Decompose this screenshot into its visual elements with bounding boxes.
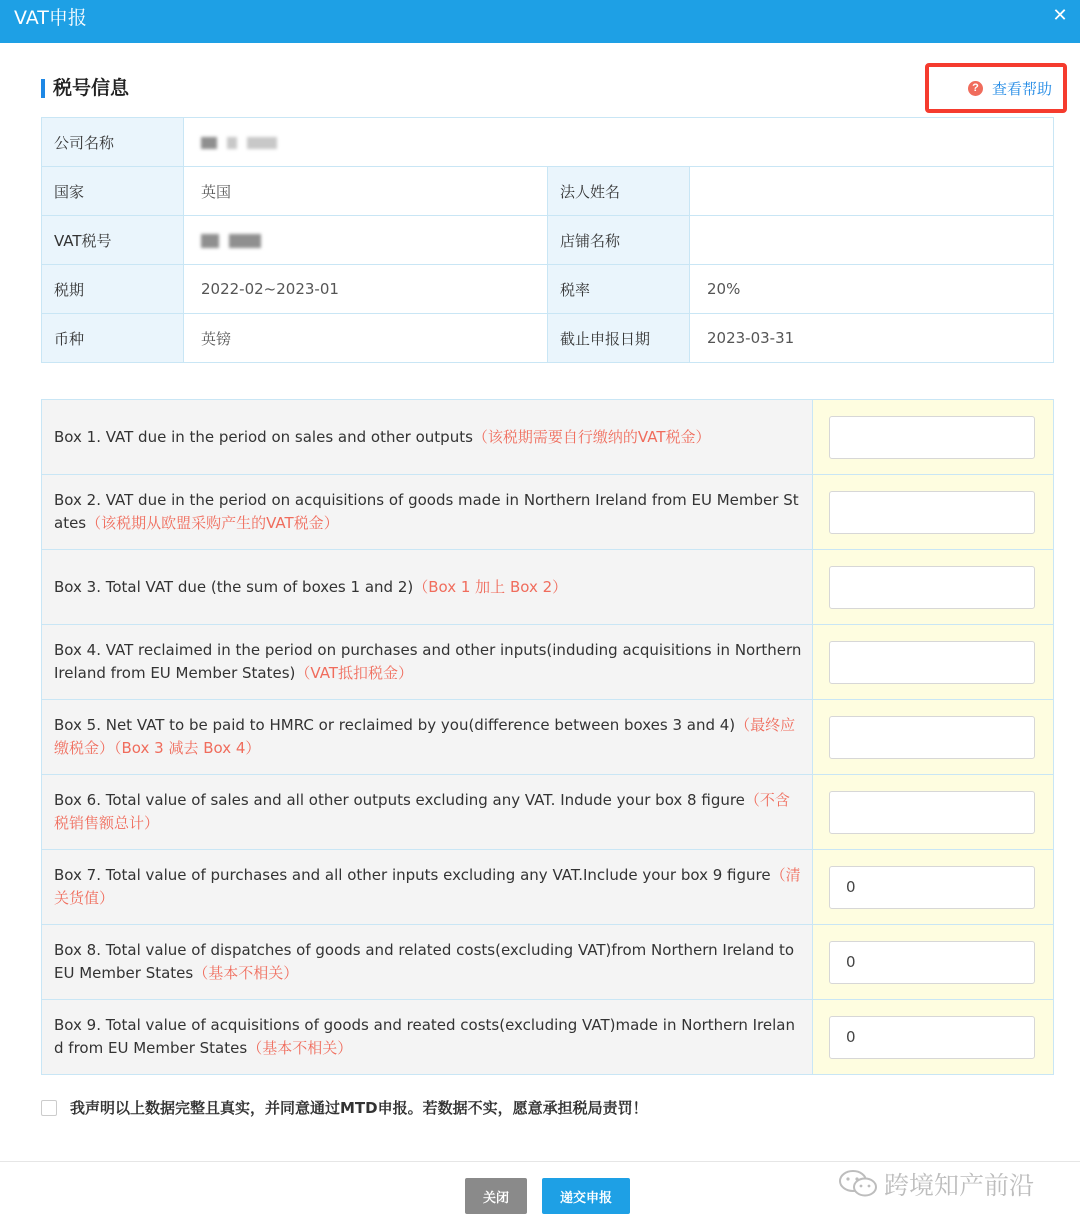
box-value-input[interactable]	[829, 566, 1035, 609]
question-icon: ?	[968, 81, 983, 96]
tax-rate-label: 税率	[548, 265, 690, 314]
tax-period-label: 税期	[42, 265, 184, 314]
info-row-currency	[42, 314, 1054, 363]
box-description	[42, 550, 813, 625]
box-text: Box 6. Total value of sales and all other outputs excluding any VAT. Indude your box 8 figure	[54, 791, 745, 809]
watermark	[838, 1166, 1034, 1202]
box-row	[42, 625, 1054, 700]
box-row	[42, 400, 1054, 475]
box-description	[42, 925, 813, 1000]
box-input-cell	[813, 625, 1054, 700]
tax-period-value: 2022-02~2023-01	[184, 265, 548, 314]
box-description	[42, 850, 813, 925]
help-link-label: 查看帮助	[992, 79, 1053, 98]
watermark-text: 跨境知产前沿	[884, 1171, 1035, 1200]
box-note: （Box 1 加上 Box 2）	[413, 577, 568, 596]
box-description	[42, 625, 813, 700]
box-note: （最终应缴税金）（Box 3 减去 Box 4）	[54, 716, 796, 757]
currency-label: 币种	[42, 314, 184, 363]
box-description	[42, 700, 813, 775]
country-value: 英国	[184, 167, 548, 216]
box-value-input[interactable]	[829, 641, 1035, 684]
box-value-input[interactable]	[829, 491, 1035, 534]
box-note: （基本不相关）	[247, 1039, 353, 1057]
box-row	[42, 475, 1054, 550]
tax-rate-value: 20%	[690, 265, 1054, 314]
declaration-text: 我声明以上数据完整且真实，并同意通过MTD申报。若数据不实，愿意承担税局责罚！	[70, 1099, 648, 1117]
submit-button[interactable]: 递交申报	[542, 1178, 630, 1214]
tax-info-table	[41, 117, 1054, 363]
box-row	[42, 775, 1054, 850]
shop-name-label: 店铺名称	[548, 216, 690, 265]
box-note: （清关货值）	[54, 866, 801, 907]
box-input-cell	[813, 775, 1054, 850]
redacted-block	[201, 234, 219, 248]
box-value-input[interactable]	[829, 1016, 1035, 1059]
info-row-country	[42, 167, 1054, 216]
box-note: （该税期需要自行缴纳的VAT税金）	[472, 427, 711, 446]
box-text: Box 1. VAT due in the period on sales and other outputs	[54, 427, 473, 446]
close-button[interactable]: 关闭	[465, 1178, 527, 1214]
footer-divider	[0, 1161, 1080, 1162]
currency-value: 英镑	[184, 314, 548, 363]
box-row	[42, 925, 1054, 1000]
box-row	[42, 700, 1054, 775]
box-text: Box 8. Total value of dispatches of goods and related costs(excluding VAT)from Northern Ireland to EU Member States	[54, 941, 795, 982]
vat-boxes-table	[41, 399, 1054, 1075]
box-text: Box 2. VAT due in the period on acquisitions of goods made in Northern Ireland from EU Member States	[54, 491, 799, 532]
help-link[interactable]	[968, 78, 1052, 98]
redacted-block	[227, 137, 237, 149]
box-text: Box 7. Total value of purchases and all other inputs excluding any VAT.Include your box 9 figure	[54, 866, 771, 884]
box-input-cell	[813, 925, 1054, 1000]
box-value-input[interactable]	[829, 791, 1035, 834]
box-row	[42, 1000, 1054, 1075]
redacted-block	[201, 137, 217, 149]
box-input-cell	[813, 550, 1054, 625]
declaration	[41, 1097, 648, 1118]
box-value-input[interactable]	[829, 866, 1035, 909]
box-text: Box 5. Net VAT to be paid to HMRC or reclaimed by you(difference between boxes 3 and 4)	[54, 716, 736, 734]
box-description	[42, 475, 813, 550]
box-row	[42, 850, 1054, 925]
box-input-cell	[813, 400, 1054, 475]
declaration-checkbox[interactable]	[41, 1100, 57, 1116]
box-description	[42, 775, 813, 850]
section-accent-bar	[41, 79, 45, 98]
country-label: 国家	[42, 167, 184, 216]
legal-person-value	[690, 167, 1054, 216]
company-name-label: 公司名称	[42, 118, 184, 167]
box-note: （VAT抵扣税金）	[295, 664, 413, 682]
box-input-cell	[813, 1000, 1054, 1075]
section-title: 税号信息	[53, 77, 130, 99]
redacted-block	[229, 234, 261, 248]
box-note: （该税期从欧盟采购产生的VAT税金）	[86, 514, 339, 532]
info-row-vat	[42, 216, 1054, 265]
info-row-period	[42, 265, 1054, 314]
box-value-input[interactable]	[829, 716, 1035, 759]
box-text: Box 9. Total value of acquisitions of goods and reated costs(excluding VAT)made in Northern Ireland from EU Member States	[54, 1016, 795, 1057]
box-text: Box 3. Total VAT due (the sum of boxes 1 and 2)	[54, 577, 414, 596]
box-note: （基本不相关）	[193, 964, 299, 982]
dialog-title: VAT申报	[14, 7, 87, 29]
box-text: Box 4. VAT reclaimed in the period on purchases and other inputs(induding acquisitions in Northern Ireland from EU Member States)	[54, 641, 802, 682]
vat-number-label: VAT税号	[42, 216, 184, 265]
deadline-value: 2023-03-31	[690, 314, 1054, 363]
wechat-icon	[838, 1169, 878, 1199]
close-icon[interactable]: ✕	[1052, 5, 1068, 26]
redacted-block	[247, 137, 277, 149]
shop-name-value	[690, 216, 1054, 265]
box-row	[42, 550, 1054, 625]
box-value-input[interactable]	[829, 941, 1035, 984]
legal-person-label: 法人姓名	[548, 167, 690, 216]
deadline-label: 截止申报日期	[548, 314, 690, 363]
box-input-cell	[813, 475, 1054, 550]
box-input-cell	[813, 700, 1054, 775]
box-note: （不含税销售额总计）	[54, 791, 790, 832]
box-description	[42, 1000, 813, 1075]
dialog-title-bar	[0, 0, 1080, 43]
vat-number-value	[184, 216, 548, 265]
company-name-value	[184, 118, 1054, 167]
box-value-input[interactable]	[829, 416, 1035, 459]
box-input-cell	[813, 850, 1054, 925]
box-description	[42, 400, 813, 475]
info-row-company	[42, 118, 1054, 167]
